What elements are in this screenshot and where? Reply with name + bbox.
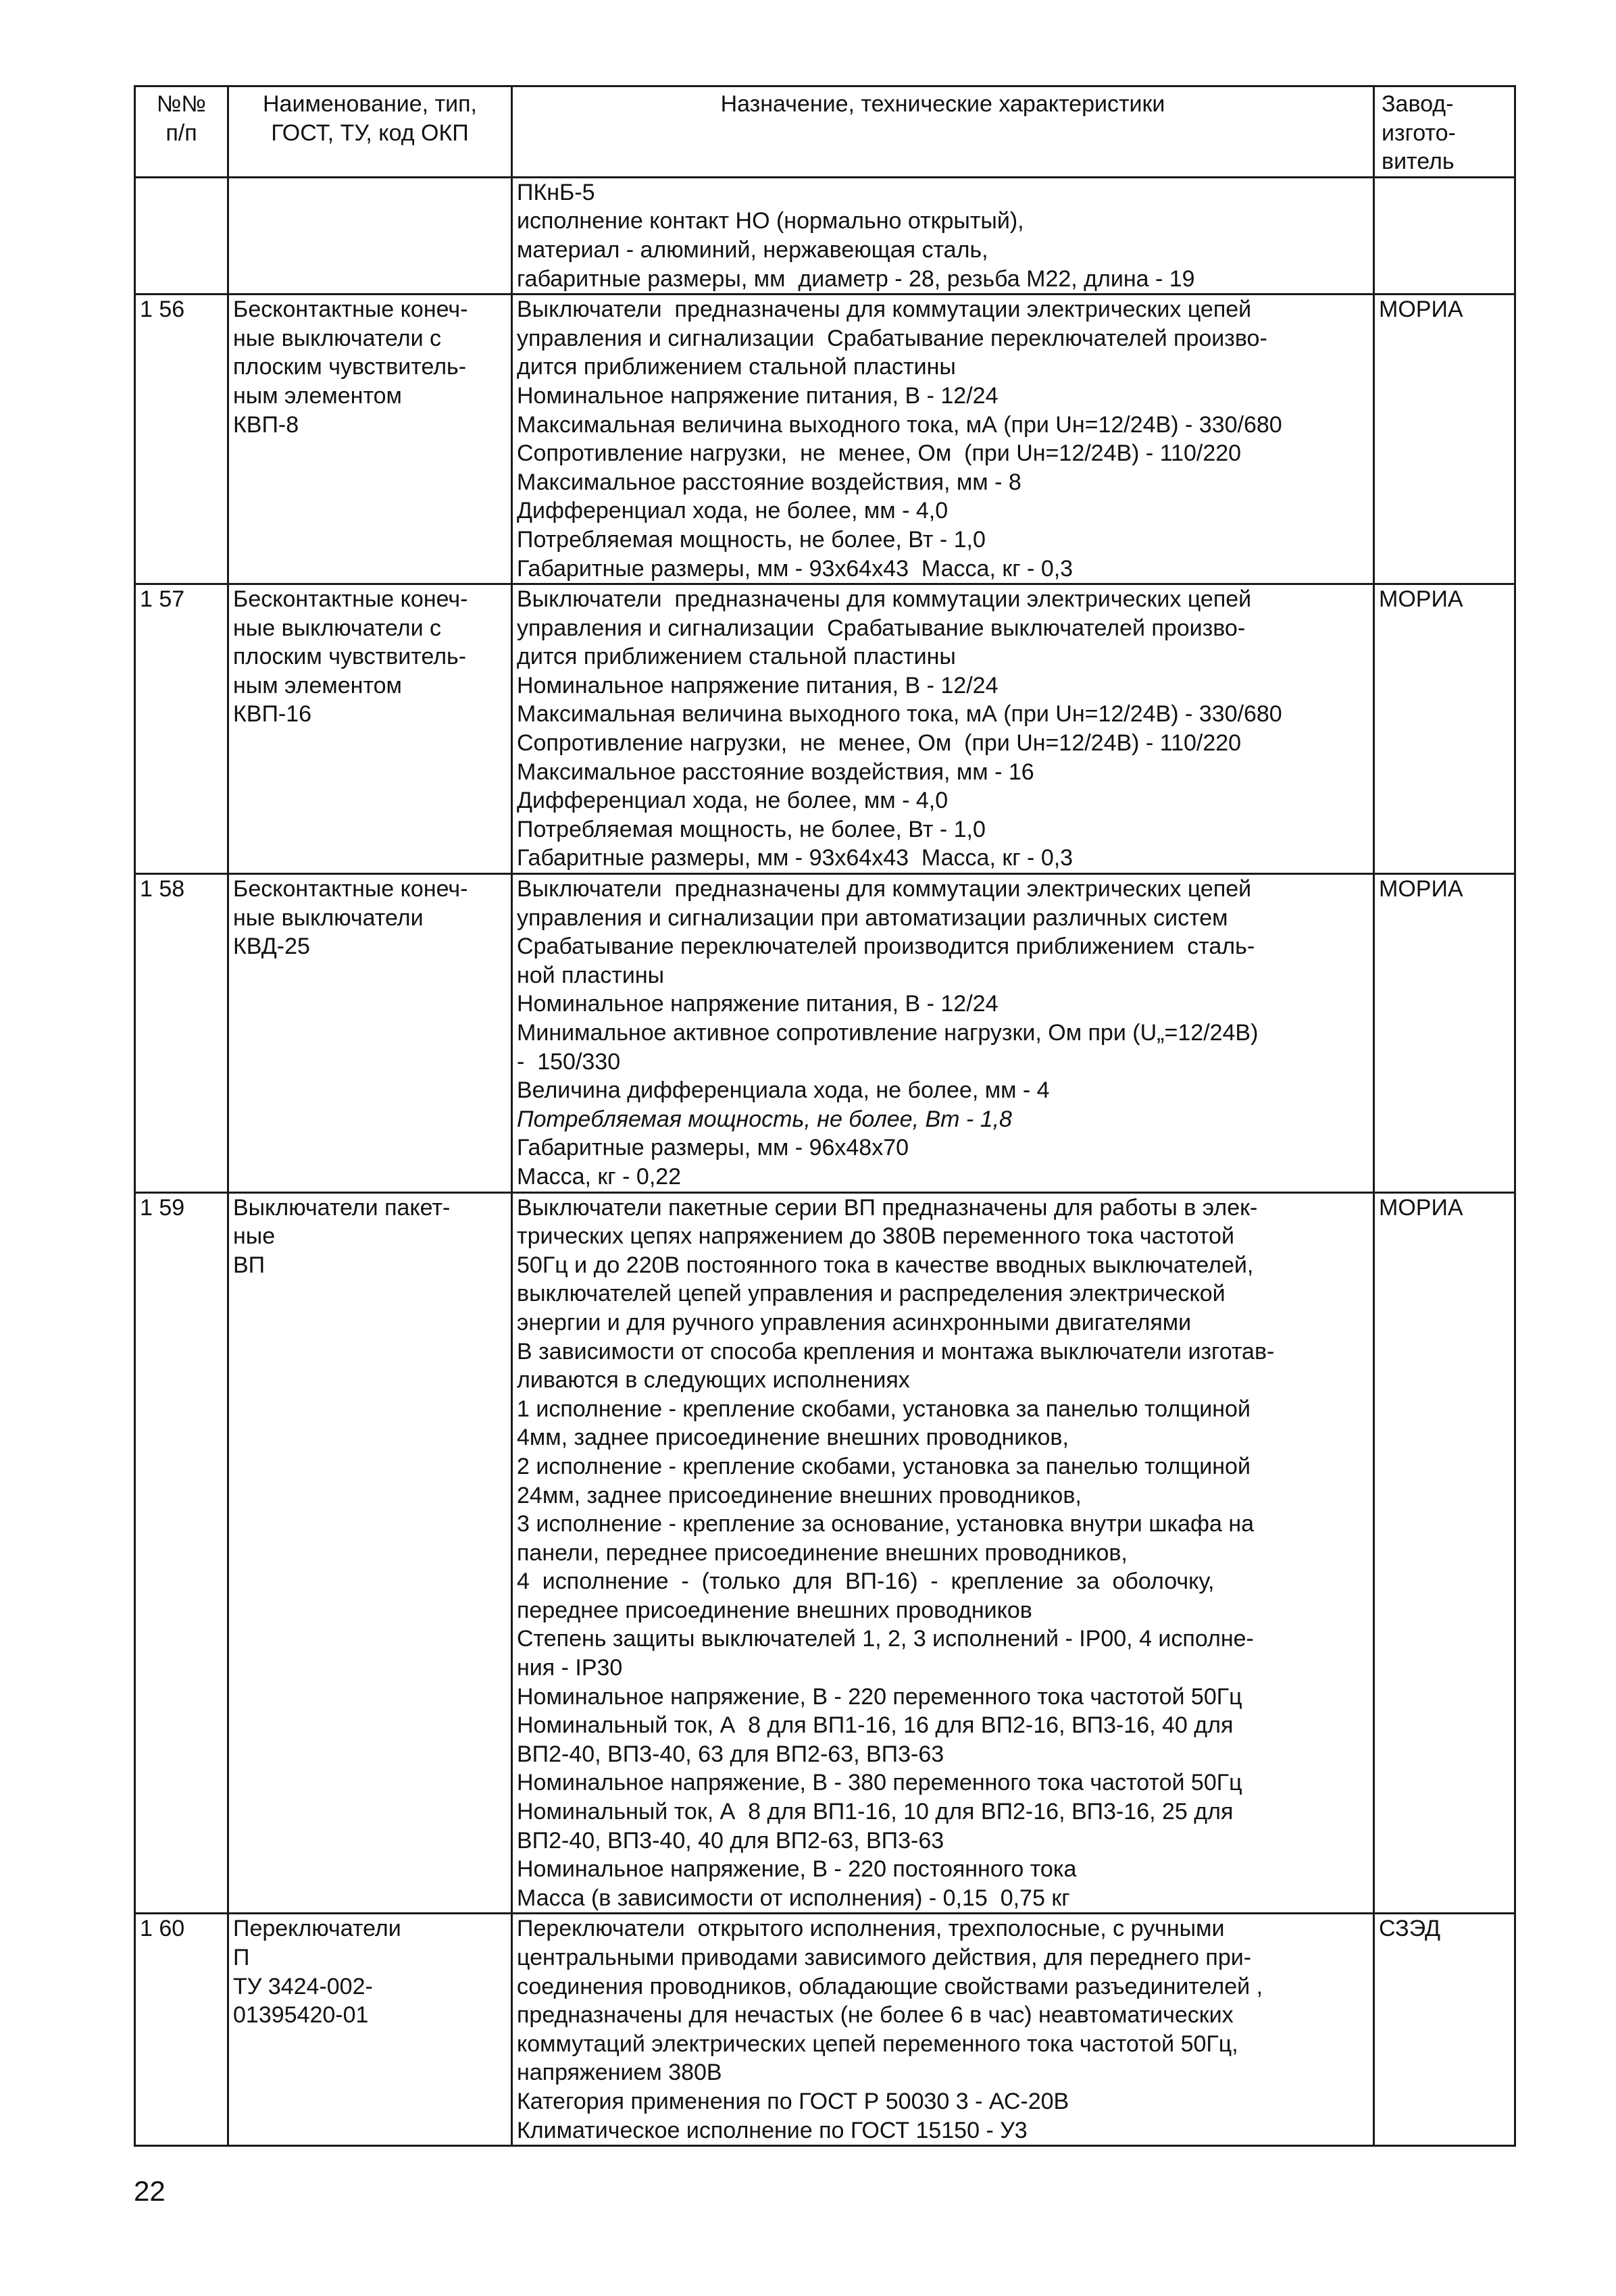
- product-name-line: КВД-25: [233, 934, 310, 960]
- description-line: Климатическое исполнение по ГОСТ 15150 - У3: [517, 2117, 1028, 2143]
- description-line: ливаются в следующих исполнениях: [517, 1367, 910, 1394]
- product-name-line: ным элементом: [233, 672, 402, 698]
- product-name-line: ным элементом: [233, 382, 402, 409]
- description-line: Габаритные размеры, мм - 93х64х43 Масса, кг - 0,3: [517, 845, 1074, 871]
- description-line: Дифференциал хода, не более, мм - 4,0: [517, 498, 949, 524]
- description-line: трических цепях напряжением до 380В переменного тока частотой: [517, 1223, 1234, 1250]
- product-description: [512, 1192, 1374, 1914]
- description-line: Категория применения по ГОСТ Р 50030 3 - АС-20В: [517, 2088, 1069, 2114]
- description-line: Выключатели предназначены для коммутации электрических цепей: [517, 876, 1252, 902]
- row-number: 1 60: [135, 1914, 228, 2146]
- manufacturer: МОРИА: [1374, 1192, 1515, 1914]
- description-line: 3 исполнение - крепление за основание, установка внутри шкафа на: [517, 1511, 1255, 1537]
- description-line: Сопротивление нагрузки, не менее, Ом (при Uн=12/24В) - 110/220: [517, 440, 1242, 467]
- description-line: переднее присоединение внешних проводников: [517, 1597, 1032, 1623]
- description-line: Номинальный ток, А 8 для ВП1-16, 16 для ВП2-16, ВП3-16, 40 для: [517, 1712, 1234, 1739]
- row-number: 1 56: [135, 295, 228, 584]
- product-name-line: ные: [233, 1223, 276, 1250]
- description-line: Потребляемая мощность, не более, Вт - 1,0: [517, 526, 986, 553]
- product-name: [228, 295, 512, 584]
- table-row: [135, 584, 1515, 874]
- description-line: энергии и для ручного управления асинхронными двигателями: [517, 1309, 1192, 1335]
- description-line: управления и сигнализации Срабатывание выключателей произво-: [517, 615, 1246, 641]
- description-line: Номинальный ток, А 8 для ВП1-16, 10 для ВП2-16, ВП3-16, 25 для: [517, 1799, 1234, 1825]
- product-description: [512, 584, 1374, 874]
- product-name-line: КВП-16: [233, 701, 312, 728]
- product-name-line: Бесконтактные конеч-: [233, 876, 468, 902]
- product-name: [228, 1914, 512, 2146]
- description-line: Номинальное напряжение питания, В - 12/24: [517, 991, 999, 1017]
- table-row: [135, 874, 1515, 1193]
- description-line: Выключатели пакетные серии ВП предназначены для работы в элек-: [517, 1194, 1258, 1221]
- product-name-line: Выключатели пакет-: [233, 1194, 451, 1221]
- description-line: Степень защиты выключателей 1, 2, 3 исполнений - IP00, 4 исполне-: [517, 1626, 1254, 1652]
- product-name: [228, 1192, 512, 1914]
- description-line: Номинальное напряжение питания, В - 12/24: [517, 672, 999, 698]
- description-line: В зависимости от способа крепления и монтажа выключатели изготав-: [517, 1338, 1275, 1364]
- description-line: Величина дифференциала хода, не более, мм - 4: [517, 1077, 1050, 1104]
- description-line: Максимальное расстояние воздействия, мм - 16: [517, 759, 1034, 785]
- description-line: 24мм, заднее присоединение внешних проводников,: [517, 1482, 1082, 1508]
- description-line: исполнение контакт НО (нормально открытый),: [517, 208, 1024, 234]
- description-line: Максимальная величина выходного тока, мА (при Uн=12/24В) - 330/680: [517, 701, 1282, 728]
- description-line: Габаритные размеры, мм - 93х64х43 Масса, кг - 0,3: [517, 555, 1074, 582]
- row-number: [135, 177, 228, 294]
- description-line: дится приближением стальной пластины: [517, 354, 956, 380]
- description-line: материал - алюминий, нержавеющая сталь,: [517, 236, 988, 263]
- row-number: 1 57: [135, 584, 228, 874]
- description-line: ной пластины: [517, 962, 665, 988]
- product-name-line: П: [233, 1945, 250, 1970]
- product-name-line: 01395420-01: [233, 2002, 369, 2029]
- description-line: Номинальное напряжение, В - 220 переменного тока частотой 50Гц: [517, 1683, 1242, 1710]
- description-line: 50Гц и до 220В постоянного тока в качестве вводных выключателей,: [517, 1252, 1254, 1278]
- table-header-row: [135, 86, 1515, 178]
- description-line: 2 исполнение - крепление скобами, установка за панелью толщиной: [517, 1453, 1251, 1479]
- description-line: Минимальное активное сопротивление нагрузки, Ом при (U„=12/24В): [517, 1020, 1259, 1046]
- description-line: Габаритные размеры, мм - 96х48х70: [517, 1135, 909, 1161]
- table-row: [135, 177, 1515, 294]
- description-line: панели, переднее присоединение внешних проводников,: [517, 1539, 1128, 1566]
- description-line: ПКнБ-5: [517, 179, 595, 205]
- description-line: 4мм, заднее присоединение внешних проводников,: [517, 1425, 1069, 1451]
- description-line: габаритные размеры, мм диаметр - 28, резьба М22, длина - 19: [517, 265, 1195, 292]
- description-line: ВП2-40, ВП3-40, 63 для ВП2-63, ВП3-63: [517, 1741, 944, 1767]
- description-line: Потребляемая мощность, не более, Вт - 1,8: [517, 1106, 1012, 1132]
- description-line: Дифференциал хода, не более, мм - 4,0: [517, 788, 949, 814]
- description-line: Переключатели открытого исполнения, трехполосные, с ручными: [517, 1916, 1225, 1942]
- description-line: напряжением 380В: [517, 2060, 722, 2086]
- product-name-line: ВП: [233, 1252, 266, 1278]
- header-name: Наименование, тип, ГОСТ, ТУ, код ОКП: [228, 86, 512, 178]
- description-line: 1 исполнение - крепление скобами, установка за панелью толщиной: [517, 1396, 1251, 1422]
- description-line: коммутаций электрических цепей переменного тока частотой 50Гц,: [517, 2031, 1238, 2057]
- product-description: [512, 1914, 1374, 2146]
- description-line: Номинальное напряжение питания, В - 12/24: [517, 382, 999, 409]
- description-line: выключателей цепей управления и распределения электрической: [517, 1281, 1226, 1307]
- product-name-line: Бесконтактные конеч-: [233, 297, 468, 323]
- description-line: Срабатывание переключателей производится приближением сталь-: [517, 934, 1255, 960]
- description-line: Максимальная величина выходного тока, мА (при Uн=12/24В) - 330/680: [517, 411, 1282, 438]
- description-line: управления и сигнализации Срабатывание переключателей произво-: [517, 325, 1267, 351]
- spec-table: [134, 85, 1516, 2147]
- row-number: 1 58: [135, 874, 228, 1193]
- product-name-line: ные выключатели: [233, 904, 424, 931]
- manufacturer: [1374, 177, 1515, 294]
- product-name-line: ные выключатели с: [233, 615, 442, 641]
- description-line: дится приближением стальной пластины: [517, 644, 956, 670]
- header-number: №№ п/п: [135, 86, 228, 178]
- manufacturer: МОРИА: [1374, 874, 1515, 1193]
- description-line: предназначены для нечастых (не более 6 в час) неавтоматических: [517, 2002, 1234, 2029]
- description-line: Потребляемая мощность, не более, Вт - 1,0: [517, 816, 986, 842]
- description-line: Номинальное напряжение, В - 380 переменного тока частотой 50Гц: [517, 1770, 1242, 1796]
- header-description: Назначение, технические характеристики: [512, 86, 1374, 178]
- description-line: Сопротивление нагрузки, не менее, Ом (при Uн=12/24В) - 110/220: [517, 730, 1242, 757]
- description-line: Максимальное расстояние воздействия, мм - 8: [517, 469, 1021, 495]
- product-name-line: плоским чувствитель-: [233, 354, 467, 380]
- product-description: [512, 177, 1374, 294]
- description-line: - 150/330: [517, 1048, 621, 1075]
- product-description: [512, 874, 1374, 1193]
- manufacturer: МОРИА: [1374, 584, 1515, 874]
- description-line: Масса (в зависимости от исполнения) - 0,15 0,75 кг: [517, 1885, 1070, 1911]
- table-row: [135, 1192, 1515, 1914]
- product-name-line: ные выключатели с: [233, 325, 442, 351]
- product-name-line: Переключатели: [233, 1916, 401, 1942]
- description-line: 4 исполнение - (только для ВП-16) - крепление за оболочку,: [517, 1568, 1215, 1595]
- product-name-line: ТУ 3424-002-: [233, 1973, 373, 1999]
- product-name: [228, 874, 512, 1193]
- row-number: 1 59: [135, 1192, 228, 1914]
- description-line: управления и сигнализации при автоматизации различных систем: [517, 904, 1228, 931]
- product-name-line: Бесконтактные конеч-: [233, 586, 468, 613]
- product-name-line: КВП-8: [233, 411, 299, 438]
- description-line: ния - IP30: [517, 1655, 623, 1681]
- product-description: [512, 295, 1374, 584]
- description-line: центральными приводами зависимого действия, для переднего при-: [517, 1945, 1252, 1970]
- table-row: [135, 295, 1515, 584]
- product-name: [228, 584, 512, 874]
- product-name: [228, 177, 512, 294]
- page-number: 22: [134, 2175, 166, 2207]
- description-line: Выключатели предназначены для коммутации электрических цепей: [517, 586, 1252, 613]
- product-name-line: плоским чувствитель-: [233, 644, 467, 670]
- description-line: Номинальное напряжение, В - 220 постоянного тока: [517, 1856, 1077, 1883]
- description-line: ВП2-40, ВП3-40, 40 для ВП2-63, ВП3-63: [517, 1827, 944, 1854]
- header-manufacturer: Завод- изгото- витель: [1374, 86, 1515, 178]
- description-line: Выключатели предназначены для коммутации электрических цепей: [517, 297, 1252, 323]
- description-line: соединения проводников, обладающие свойствами разъединителей ,: [517, 1973, 1263, 1999]
- description-line: Масса, кг - 0,22: [517, 1163, 682, 1190]
- manufacturer: МОРИА: [1374, 295, 1515, 584]
- manufacturer: СЗЭД: [1374, 1914, 1515, 2146]
- table-row: [135, 1914, 1515, 2146]
